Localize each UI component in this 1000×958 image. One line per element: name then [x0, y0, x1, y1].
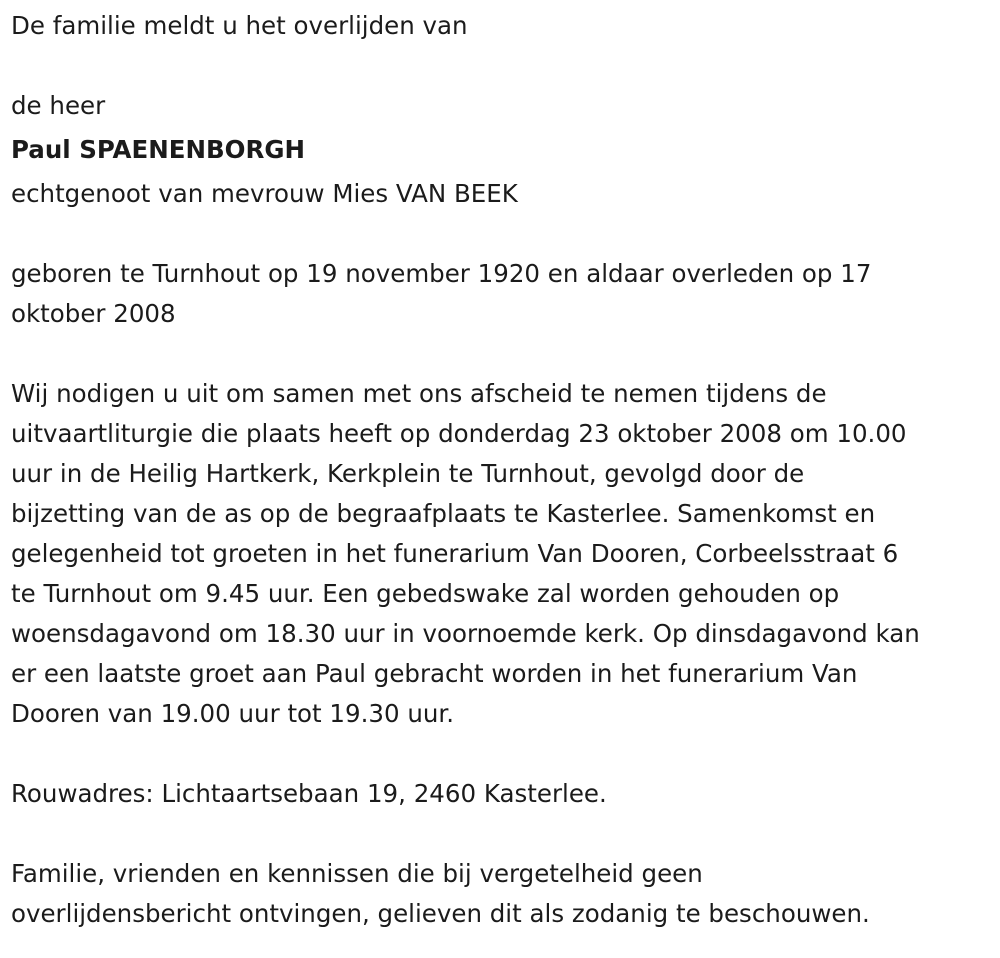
text-line: oktober 2008 — [11, 299, 176, 328]
text-line: geboren te Turnhout op 19 november 1920 en aldaar overleden op 17 — [11, 259, 872, 288]
spouse-text: echtgenoot van mevrouw Mies VAN BEEK — [11, 179, 518, 208]
text-line: overlijdensbericht ontvingen, gelieven dit als zodanig te beschouwen. — [11, 899, 870, 928]
death-notice — [11, 6, 991, 934]
text-line: uur in de Heilig Hartkerk, Kerkplein te Turnhout, gevolgd door de — [11, 459, 805, 488]
spacer — [11, 334, 991, 374]
text-line: te Turnhout om 9.45 uur. Een gebedswake zal worden gehouden op — [11, 579, 840, 608]
text-line: uitvaartliturgie die plaats heeft op donderdag 23 oktober 2008 om 10.00 — [11, 419, 907, 448]
mourning-address: Rouwadres: Lichtaartsebaan 19, 2460 Kasterlee. — [11, 779, 607, 808]
text-line: woensdagavond om 18.30 uur in voornoemde kerk. Op dinsdagavond kan — [11, 619, 920, 648]
spacer — [11, 46, 991, 86]
salutation: de heer — [11, 91, 106, 120]
text-line: bijzetting van de as op de begraafplaats te Kasterlee. Samenkomst en — [11, 499, 876, 528]
birth-death-paragraph — [11, 254, 991, 334]
text-line: Wij nodigen u uit om samen met ons afscheid te nemen tijdens de — [11, 379, 827, 408]
text-line: Dooren van 19.00 uur tot 19.30 uur. — [11, 699, 455, 728]
closing-paragraph — [11, 854, 991, 934]
invitation-paragraph — [11, 374, 991, 734]
intro-text: De familie meldt u het overlijden van — [11, 11, 468, 40]
deceased-name: Paul SPAENENBORGH — [11, 135, 305, 164]
text-line: gelegenheid tot groeten in het funerarium Van Dooren, Corbeelsstraat 6 — [11, 539, 899, 568]
spacer — [11, 814, 991, 854]
spacer — [11, 734, 991, 774]
spacer — [11, 214, 991, 254]
text-line: Familie, vrienden en kennissen die bij vergetelheid geen — [11, 859, 703, 888]
text-line: er een laatste groet aan Paul gebracht worden in het funerarium Van — [11, 659, 858, 688]
